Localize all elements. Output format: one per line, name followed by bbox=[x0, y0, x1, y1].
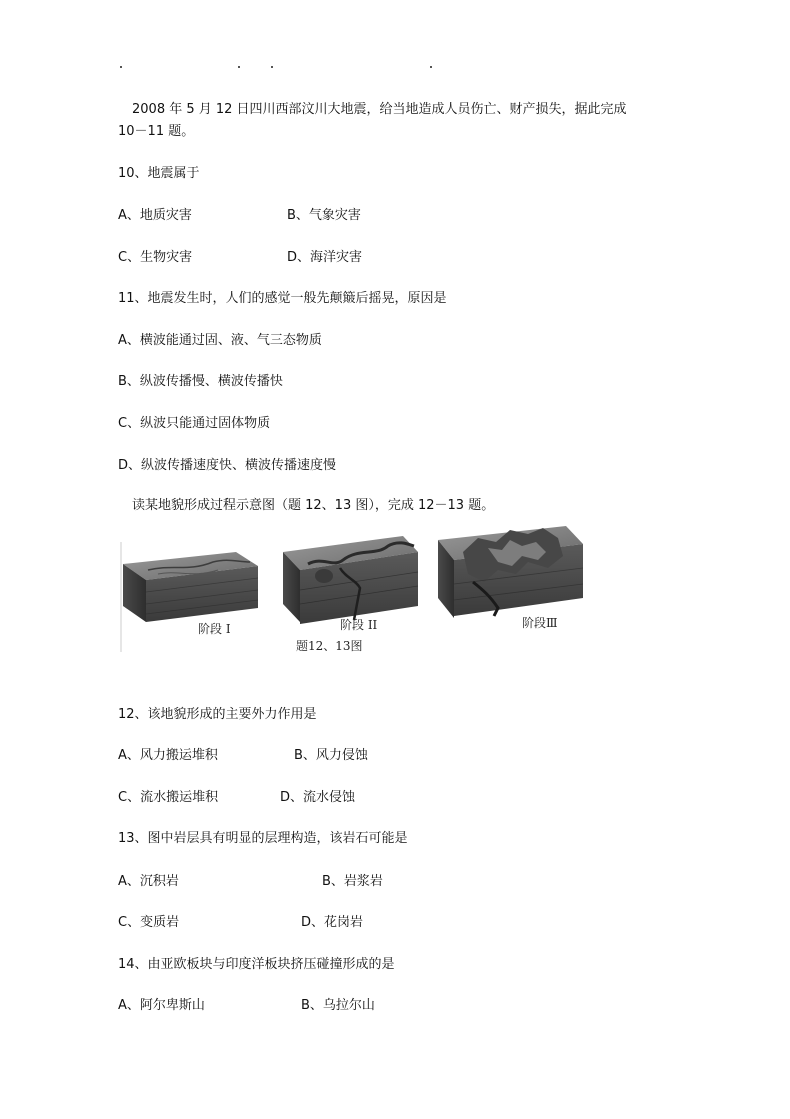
question-12-option-d: D、流水侵蚀 bbox=[280, 790, 356, 805]
question-11-stem: 11、地震发生时，人们的感觉一般先颠簸后摇晃，原因是 bbox=[118, 291, 447, 306]
question-11-option-a: A、横波能通过固、液、气三态物质 bbox=[118, 333, 322, 348]
question-12-stem: 12、该地貌形成的主要外力作用是 bbox=[118, 707, 317, 722]
scan-mark bbox=[120, 66, 122, 68]
scan-mark bbox=[238, 66, 240, 68]
question-12-option-a: A、风力搬运堆积 bbox=[118, 748, 218, 763]
question-10-option-c: C、生物灾害 bbox=[118, 250, 193, 265]
scan-mark bbox=[430, 66, 432, 68]
question-13-option-b: B、岩浆岩 bbox=[322, 874, 383, 889]
question-12-option-b: B、风力侵蚀 bbox=[294, 748, 368, 763]
question-10-option-d: D、海洋灾害 bbox=[287, 250, 363, 265]
question-11-option-d: D、纵波传播速度快、横波传播速度慢 bbox=[118, 458, 337, 473]
question-13-option-a: A、沉积岩 bbox=[118, 874, 179, 889]
question-10-option-a: A、地质灾害 bbox=[118, 208, 192, 223]
question-13-option-c: C、变质岩 bbox=[118, 915, 180, 930]
question-11-option-b: B、纵波传播慢、横波传播快 bbox=[118, 374, 283, 389]
question-13-option-d: D、花岗岩 bbox=[301, 915, 364, 930]
question-11-option-c: C、纵波只能通过固体物质 bbox=[118, 416, 271, 431]
scan-mark bbox=[271, 66, 273, 68]
question-12-option-c: C、流水搬运堆积 bbox=[118, 790, 219, 805]
stage-3-block bbox=[438, 526, 583, 618]
intro-line-2: 10－11 题。 bbox=[118, 124, 195, 139]
figure-caption: 题12、13图 bbox=[296, 639, 363, 653]
stage-3-label: 阶段Ⅲ bbox=[522, 616, 558, 630]
figure-intro: 读某地貌形成过程示意图（题 12、13 图），完成 12－13 题。 bbox=[132, 498, 495, 513]
question-14-option-a: A、阿尔卑斯山 bbox=[118, 998, 205, 1013]
question-10-stem: 10、地震属于 bbox=[118, 166, 200, 181]
stage-2-block bbox=[283, 536, 418, 624]
stage-1-label: 阶段 I bbox=[198, 622, 231, 636]
landform-figure bbox=[118, 512, 588, 660]
intro-line-1: 2008 年 5 月 12 日四川西部汶川大地震，给当地造成人员伤亡、财产损失，据此完成 bbox=[132, 102, 627, 117]
question-14-option-b: B、乌拉尔山 bbox=[301, 998, 375, 1013]
question-10-option-b: B、气象灾害 bbox=[287, 208, 361, 223]
stage-2-label: 阶段 II bbox=[340, 618, 378, 632]
question-14-stem: 14、由亚欧板块与印度洋板块挤压碰撞形成的是 bbox=[118, 957, 395, 972]
stage-1-block bbox=[123, 552, 258, 622]
question-13-stem: 13、图中岩层具有明显的层理构造，该岩石可能是 bbox=[118, 831, 408, 846]
